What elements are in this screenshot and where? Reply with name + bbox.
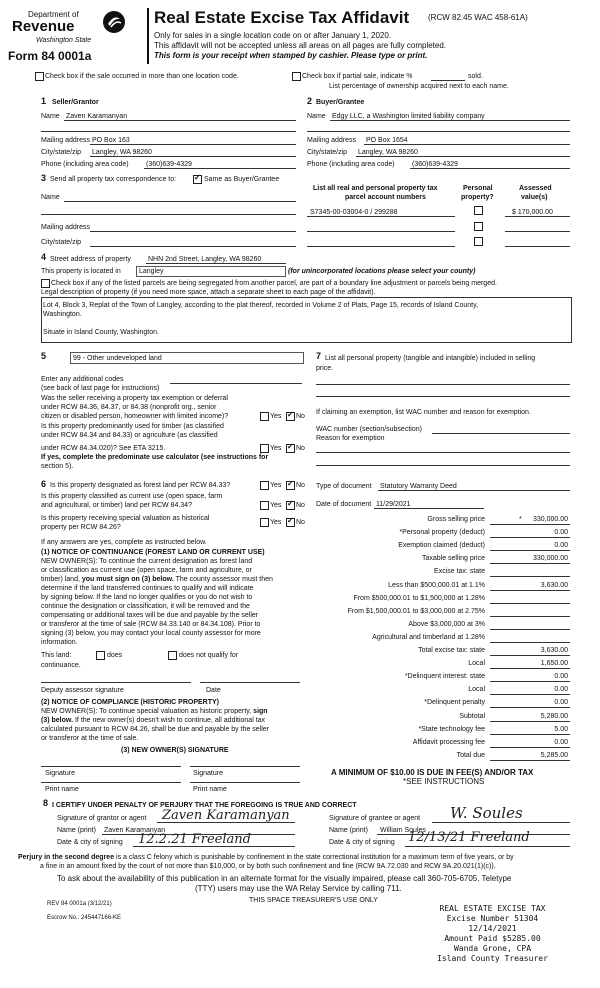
q5-1b: under RCW 84.36, 84.37, or 84.38 (nonprofit org., senior <box>41 404 217 411</box>
seller-name-label: Name <box>41 113 60 120</box>
minimum-due: A MINIMUM OF $10.00 IS DUE IN FEE(S) AND/OR TAX <box>331 768 534 777</box>
dept-line3: Washington State <box>36 37 92 44</box>
list-pct-label: List percentage of ownership acquired next to each name. <box>329 83 509 90</box>
tax-row-label: Exemption claimed (deduct) <box>398 542 485 549</box>
additional-codes-label: Enter any additional codes <box>41 376 124 383</box>
tax-row-label: Local <box>468 660 485 667</box>
treasurer-label: THIS SPACE TREASURER'S USE ONLY <box>249 897 378 904</box>
tax-row-value[interactable]: 0.00 <box>554 542 568 549</box>
buyer-phone[interactable]: (360)639-4329 <box>412 161 458 168</box>
owner-sig-label2: Signature <box>193 770 223 777</box>
tax-row-line <box>490 734 570 735</box>
seller-city[interactable]: Langley, WA 98260 <box>92 149 152 156</box>
doc-type-value[interactable]: Statutory Warranty Deed <box>380 483 457 490</box>
q5-2-yes-checkbox[interactable] <box>260 444 269 453</box>
parcel-number[interactable]: S7345-00-03004-0 / 299288 <box>310 209 398 216</box>
tax-row-line <box>490 590 570 591</box>
section3-mailing-line <box>90 231 296 232</box>
same-as-buyer-label: Same as Buyer/Grantee <box>204 176 280 183</box>
perjury-line2: a fine in an amount fixed by the court of not more than $10,000, or by both such confinement and fine (RCW 9A.72.030 and RCW 9A.20.021(1)(c)). <box>40 863 496 870</box>
dor-seal-icon <box>102 10 126 34</box>
tax-row-line <box>490 642 570 643</box>
tax-row-value[interactable]: 0.00 <box>554 686 568 693</box>
q6-2-no-checkbox[interactable] <box>286 501 295 510</box>
legal-text1: Lot 4, Block 3, Replat of the Town of Langley, according to the plat thereof, recorded in Volume 2 of Plats, Page 15, records of Island County, <box>43 302 479 309</box>
escrow-number: 245447166-KE <box>81 915 122 921</box>
notice1-l1: NEW OWNER(S): To continue the current designation as forest land <box>41 558 253 565</box>
tax-row-value[interactable]: 1,650.00 <box>540 660 568 667</box>
tax-row-label: *State technology fee <box>418 726 485 733</box>
seller-mailing-line <box>90 144 296 145</box>
q6-2a: Is this property classified as current use (open space, farm <box>41 493 223 500</box>
notice1-l3c: The county assessor must then <box>175 576 273 583</box>
q6-1-no-label: No <box>296 482 305 489</box>
tax-row-line <box>490 760 570 761</box>
see-back-label: (see back of last page for instructions) <box>41 385 160 392</box>
notice1-l10: information. <box>41 639 78 646</box>
owner-print-line2 <box>190 782 300 783</box>
notice1-l3a: timber) land, <box>41 576 80 583</box>
multi-location-checkbox[interactable] <box>35 72 44 81</box>
section3-text: Send all property tax correspondence to: <box>50 176 177 183</box>
buyer-mailing[interactable]: PO Box 1654 <box>366 137 408 144</box>
seller-name-line <box>64 120 296 121</box>
rev-label: REV 84 0001a (3/12/21) <box>47 901 112 907</box>
buyer-name-line2 <box>307 131 570 132</box>
q6-3-no-checkbox[interactable] <box>286 518 295 527</box>
grantee-date-signing: 12/13/21 Freeland <box>408 830 530 845</box>
tax-row-line <box>490 550 570 551</box>
parcel-line3 <box>307 246 455 247</box>
notice1-l9: signing (3) below, you may contact your local county assessor for more <box>41 630 261 637</box>
q6-3-yes-checkbox[interactable] <box>260 518 269 527</box>
this-land-label: This land: <box>41 652 72 659</box>
tax-row-line <box>490 655 570 656</box>
tax-row-line <box>490 668 570 669</box>
notice2-l1a: NEW OWNER(S): To continue special valuation as historic property, <box>41 708 252 715</box>
reason-label: Reason for exemption <box>316 435 385 442</box>
q6-1-yes-label: Yes <box>270 482 282 489</box>
q5-2-no-checkbox[interactable] <box>286 444 295 453</box>
personal-property-checkbox-1[interactable] <box>474 206 483 215</box>
dept-line1: Department of <box>28 10 79 19</box>
wac-label: WAC number (section/subsection) <box>316 426 422 433</box>
header-sub3: This form is your receipt when stamped by cashier. Please type or print. <box>154 51 428 60</box>
seller-city-label: City/state/zip <box>41 149 82 156</box>
section3-city-label: City/state/zip <box>41 239 82 246</box>
q5-1-yes-checkbox[interactable] <box>260 412 269 421</box>
seller-phone[interactable]: (360)639-4329 <box>146 161 192 168</box>
owner-sig-label1: Signature <box>45 770 75 777</box>
parcel-col3b: value(s) <box>521 194 548 201</box>
grantee-sig-label: Signature of grantee or agent <box>329 815 421 822</box>
buyer-mailing-label: Mailing address <box>307 137 357 144</box>
deputy-sig-line <box>41 682 191 683</box>
owner-sig-line1 <box>41 766 181 767</box>
ask-line1: To ask about the availability of this publication in an alternate format for the visually impaired, please call 360-705-6705. Teletype <box>57 874 512 883</box>
personal-property-checkbox-2[interactable] <box>474 222 483 231</box>
seller-heading: Seller/Grantor <box>52 99 99 106</box>
q6-3a: Is this property receiving special valuation as historical <box>41 515 210 522</box>
reason-line2 <box>316 465 570 466</box>
grantor-name-label: Name (print) <box>57 827 96 834</box>
buyer-city-label: City/state/zip <box>307 149 348 156</box>
grantee-sig-line <box>432 822 570 823</box>
does-checkbox[interactable] <box>96 651 105 660</box>
seller-mailing-label: Mailing address <box>41 137 91 144</box>
notice3-title: (3) NEW OWNER(S) SIGNATURE <box>121 747 229 754</box>
seller-num: 1 <box>41 96 47 106</box>
grantor-date-label: Date & city of signing <box>57 839 123 846</box>
additional-codes-line <box>170 383 302 384</box>
continuance-label: continuance. <box>41 662 81 669</box>
tax-row-line <box>490 694 570 695</box>
doc-date-label: Date of document <box>316 501 372 508</box>
grantor-date-signing: 12.2.21 Freeland <box>138 832 251 847</box>
q5-2a: Is this property predominantly used for timber (as classified <box>41 423 224 430</box>
notice2-l2 <box>41 716 265 725</box>
legal-label: Legal description of property (if you need more space, attach a separate sheet to each page of the affidavit). <box>41 289 376 296</box>
buyer-name[interactable]: Edgy LLC, a Washington limited liability company <box>332 113 485 120</box>
tax-row-line <box>490 681 570 682</box>
q5-1-yes-label: Yes <box>270 413 282 420</box>
ask-line2: (TTY) users may use the WA Relay Service by calling 711. <box>195 884 402 893</box>
tax-row-label: *Delinquent penalty <box>424 699 485 706</box>
tax-row-value[interactable]: 0.00 <box>554 739 568 746</box>
owner-print-label1: Print name <box>45 786 79 793</box>
seller-name-line2 <box>41 131 296 132</box>
notice1-l2: or classification as current use (open space, farm and agriculture, or <box>41 567 252 574</box>
q6-3-yes-label: Yes <box>270 519 282 526</box>
partial-pct-field[interactable] <box>431 80 465 81</box>
section7-text2: price. <box>316 365 334 372</box>
buyer-num: 2 <box>307 96 313 106</box>
header-sub1: Only for sales in a single location code on or after January 1, 2020. <box>154 31 392 40</box>
tax-row-value[interactable]: 0.00 <box>554 673 568 680</box>
does-label: does <box>107 652 123 659</box>
tax-row-label: *Personal property (deduct) <box>399 529 485 536</box>
tax-row-value[interactable]: 5.00 <box>554 726 568 733</box>
located-label: This property is located in <box>41 268 121 275</box>
buyer-mailing-line <box>364 144 570 145</box>
tax-row-value[interactable]: 5,280.00 <box>540 713 568 720</box>
notice2-l2a: (3) below. <box>41 717 74 724</box>
see-instructions: *SEE INSTRUCTIONS <box>403 777 485 786</box>
if-yes-text: If any answers are yes, complete as instructed below. <box>41 539 207 546</box>
notice2-l1 <box>41 707 268 716</box>
parcel-line1 <box>307 216 455 217</box>
buyer-heading: Buyer/Grantee <box>316 99 365 106</box>
grantee-name-label: Name (print) <box>329 827 368 834</box>
buyer-name-line <box>330 120 570 121</box>
use-code-value: 99 - Other undeveloped land <box>73 355 162 362</box>
tax-row-label: Less than $500,000.01 at 1.1% <box>388 582 485 589</box>
street-label: Street address of property <box>50 256 131 263</box>
escrow-label: Escrow No.: <box>47 915 80 921</box>
tax-row-label: Above $3,000,000 at 3% <box>408 621 485 628</box>
q6-1: Is this property designated as forest land per RCW 84.33? <box>50 482 231 489</box>
q5-2b: under RCW 84.34 and 84.33) or agriculture (as classified <box>41 432 218 439</box>
wac-line <box>432 433 570 434</box>
tax-row-value[interactable]: 5,285.00 <box>540 752 568 759</box>
form-rcw: (RCW 82.45 WAC 458-61A) <box>428 13 528 22</box>
stamp-line: Wanda Grone, CPA <box>453 944 532 953</box>
perjury-line1 <box>18 853 514 862</box>
use-code-select[interactable] <box>70 352 304 364</box>
q5-1c: citizen or disabled person, homeowner with limited income)? <box>41 413 229 420</box>
section3-name-line2 <box>41 214 296 215</box>
tax-row-label: Agricultural and timberland at 1.28% <box>372 634 485 641</box>
q5-1-no-checkbox[interactable] <box>286 412 295 421</box>
q6-1-yes-checkbox[interactable] <box>260 481 269 490</box>
tax-row-line <box>490 537 570 538</box>
seller-name[interactable]: Zaven Karamanyan <box>66 113 128 120</box>
dept-line2: Revenue <box>12 18 75 35</box>
same-as-buyer-checkbox[interactable] <box>193 175 202 184</box>
parcel-col2: Personal <box>463 185 493 192</box>
seller-mailing[interactable]: PO Box 163 <box>92 137 130 144</box>
deputy-date-label: Date <box>206 687 221 694</box>
grantor-signature: Zaven Karamanyan <box>162 808 290 823</box>
tax-row-label: Gross selling price <box>427 516 485 523</box>
notice1-l3b: you must sign on (3) below. <box>81 576 174 583</box>
tax-row-label: Affidavit processing fee <box>412 739 485 746</box>
notice2-l2b: If the new owner(s) doesn't wish to continue, all additional tax <box>74 717 266 724</box>
tax-row-value[interactable]: 3,630.00 <box>540 582 568 589</box>
tax-row-label: Total due <box>456 752 485 759</box>
tax-row-label: Local <box>468 686 485 693</box>
tax-row-line <box>490 721 570 722</box>
buyer-phone-line <box>410 168 570 169</box>
notice1-l8: or transferor at the time of sale (RCW 84.33.140 or 84.34.108). Prior to <box>41 621 261 628</box>
tax-row-line <box>490 563 570 564</box>
q5-2-no-label: No <box>296 445 305 452</box>
tax-row-line <box>490 707 570 708</box>
dor-logo <box>6 8 146 64</box>
tax-row-line <box>490 603 570 604</box>
tax-row-label: Total excise tax: state <box>418 647 485 654</box>
notice2-l1b: sign <box>253 708 268 715</box>
parcel-line2 <box>307 231 455 232</box>
tax-row-label: Excise tax: state <box>434 568 485 575</box>
parcel-col3: Assessed <box>519 185 552 192</box>
section4-num: 4 <box>41 252 47 262</box>
tax-row-value[interactable]: 0.00 <box>554 529 568 536</box>
personal-property-checkbox-3[interactable] <box>474 237 483 246</box>
stamp-line: 12/14/2021 <box>468 924 517 933</box>
owner-print-line1 <box>41 782 181 783</box>
notice2-title: (2) NOTICE OF COMPLIANCE (HISTORIC PROPERTY) <box>41 699 219 706</box>
section3-num: 3 <box>41 173 47 183</box>
does-not-label: does not qualify for <box>179 652 239 659</box>
escrow <box>47 914 121 922</box>
parcel-col2b: property? <box>461 194 494 201</box>
tax-row-line <box>490 747 570 748</box>
stamp-line: Island County Treasurer <box>437 954 548 963</box>
tax-row-line <box>490 576 570 577</box>
perjury-text: is a class C felony which is punishable by confinement in the state correctional institution for a maximum term of five years, or by <box>114 854 514 861</box>
stamp-line: Amount Paid $5285.00 <box>444 934 541 943</box>
legal-text2: Washington. <box>43 311 82 318</box>
q5-1-no-label: No <box>296 413 305 420</box>
grantor-name[interactable]: Zaven Karamanyan <box>104 827 166 834</box>
perjury-bold: Perjury in the second degree <box>18 854 115 861</box>
section3-mailing-label: Mailing address <box>41 224 91 231</box>
section7-num: 7 <box>316 351 322 361</box>
doc-date-value[interactable]: 11/29/2021 <box>376 501 411 508</box>
buyer-city-line <box>356 156 570 157</box>
located-note: (for unincorporated locations please select your county) <box>288 268 476 275</box>
multi-location-label: Check box if the sale occurred in more than one location code. <box>45 73 239 80</box>
personal-prop-line2 <box>316 396 570 397</box>
grantee-signature: W. Soules <box>450 804 523 822</box>
notice1-l5: by signing below. If the land no longer qualifies or you do not wish to <box>41 594 253 601</box>
notice1-l3 <box>41 575 273 584</box>
doc-type-label: Type of document <box>316 483 372 490</box>
tax-row-label: *Delinquent interest: state <box>404 673 485 680</box>
legal-description-box[interactable] <box>41 297 572 343</box>
q6-2b: and agricultural, or timber) land per RCW 84.34? <box>41 502 192 509</box>
notice2-l3: calculated pursuant to RCW 84.26, shall be due and payable by the seller <box>41 726 270 733</box>
notice1-title: (1) NOTICE OF CONTINUANCE (FOREST LAND OR CURRENT USE) <box>41 549 265 556</box>
grantee-name[interactable]: William Soules <box>380 827 426 834</box>
stamp-line: REAL ESTATE EXCISE TAX <box>439 904 546 913</box>
seller-city-line <box>90 156 296 157</box>
value-line3 <box>505 246 570 247</box>
location-select[interactable] <box>136 266 286 277</box>
q6-2-no-label: No <box>296 502 305 509</box>
does-not-checkbox[interactable] <box>168 651 177 660</box>
tax-row-value[interactable]: 330,000.00 <box>532 555 568 562</box>
q6-3b: property per RCW 84.26? <box>41 524 121 531</box>
tax-row-line <box>490 524 570 525</box>
tax-row-label: Subtotal <box>459 713 485 720</box>
owner-print-label2: Print name <box>193 786 227 793</box>
section5-num: 5 <box>41 351 47 361</box>
seller-phone-label: Phone (including area code) <box>41 161 129 168</box>
grantee-date-line <box>405 846 570 847</box>
stamp-line: Excise Number 51304 <box>446 914 539 923</box>
tax-row-line <box>490 629 570 630</box>
buyer-name-label: Name <box>307 113 326 120</box>
parcel-col1: List all real and personal property tax <box>313 185 438 192</box>
street-address[interactable]: NHN 2nd Street, Langley, WA 98260 <box>148 256 262 263</box>
q5-2c: under RCW 84.34.020)? See ETA 3215. <box>41 445 166 452</box>
location-value: Langley <box>139 268 164 275</box>
tax-row-line <box>490 616 570 617</box>
section3-city-line <box>90 246 296 247</box>
assessed-value[interactable]: $ 170,000.00 <box>512 209 553 216</box>
partial-sale-label: Check box if partial sale, indicate % <box>302 73 413 80</box>
grantor-sig-label: Signature of grantor or agent <box>57 815 147 822</box>
deputy-sig-label: Deputy assessor signature <box>41 687 124 694</box>
grantee-date-label: Date & city of signing <box>329 839 395 846</box>
treasurer-stamp <box>405 904 580 964</box>
seller-phone-line <box>144 168 296 169</box>
doc-type-line <box>378 490 570 491</box>
tax-row-value[interactable]: 0.00 <box>554 699 568 706</box>
q5-2-yes-label: Yes <box>270 445 282 452</box>
buyer-city[interactable]: Langley, WA 98260 <box>358 149 418 156</box>
parcel-col1b: parcel account numbers <box>345 194 426 201</box>
value-line1 <box>505 216 570 217</box>
certify-text: I CERTIFY UNDER PENALTY OF PERJURY THAT THE FOREGOING IS TRUE AND CORRECT <box>52 802 357 809</box>
notice1-l6: continue the designation or classification, it will be removed and the <box>41 603 250 610</box>
section7-text1: List all personal property (tangible and intangible) included in selling <box>325 355 536 362</box>
section3-name-line <box>64 201 296 202</box>
header-sub2: This affidavit will not be accepted unless all areas on all pages are fully completed. <box>154 41 447 50</box>
deputy-date-line <box>200 682 300 683</box>
partial-sale-checkbox[interactable] <box>292 72 301 81</box>
tax-row-mark: * <box>519 516 522 523</box>
q5-1a: Was the seller receiving a property tax exemption or deferral <box>41 395 228 402</box>
q6-3-no-label: No <box>296 519 305 526</box>
legal-text3: Situate in Island County, Washington. <box>43 329 159 336</box>
q6-2-yes-label: Yes <box>270 502 282 509</box>
form-number: Form 84 0001a <box>8 49 92 63</box>
section3-name-label: Name <box>41 194 60 201</box>
reason-line1 <box>316 452 570 453</box>
tax-row-label: Taxable selling price <box>421 555 485 562</box>
q5-2d: If yes, complete the predominate use calculator (see instructions for <box>41 454 269 461</box>
q6-2-yes-checkbox[interactable] <box>260 501 269 510</box>
tax-row-label: From $500,000.01 to $1,500,000 at 1.28% <box>353 595 485 602</box>
segregated-checkbox[interactable] <box>41 279 50 288</box>
tax-row-label: From $1,500,000.01 to $3,000,000 at 2.75% <box>347 608 485 615</box>
tax-row-value[interactable]: 3,630.00 <box>540 647 568 654</box>
notice1-l4: determine if the land transferred continues to qualify and will indicate <box>41 585 254 592</box>
section8-num: 8 <box>43 798 49 808</box>
buyer-phone-label: Phone (including area code) <box>307 161 395 168</box>
street-line <box>146 263 286 264</box>
section6-num: 6 <box>41 479 47 489</box>
owner-sig-line2 <box>190 766 300 767</box>
tax-row-value[interactable]: 330,000.00 <box>532 516 568 523</box>
value-line2 <box>505 231 570 232</box>
sold-label: sold. <box>468 73 483 80</box>
q6-1-no-checkbox[interactable] <box>286 481 295 490</box>
segregated-label: Check box if any of the listed parcels are being segregated from another parcel, are part of a boundary line adjustment or parcels being merged. <box>51 280 497 287</box>
exemption-label: If claiming an exemption, list WAC number and reason for exemption. <box>316 409 531 416</box>
notice1-l7: compensating or additional taxes will be due and payable by the seller <box>41 612 259 619</box>
doc-date-line <box>374 508 484 509</box>
header-divider <box>147 8 149 64</box>
notice2-l4: or transferor at the time of sale. <box>41 735 139 742</box>
form-title: Real Estate Excise Tax Affidavit <box>154 8 410 27</box>
personal-prop-line1 <box>316 384 570 385</box>
q5-2e: section 5). <box>41 463 74 470</box>
